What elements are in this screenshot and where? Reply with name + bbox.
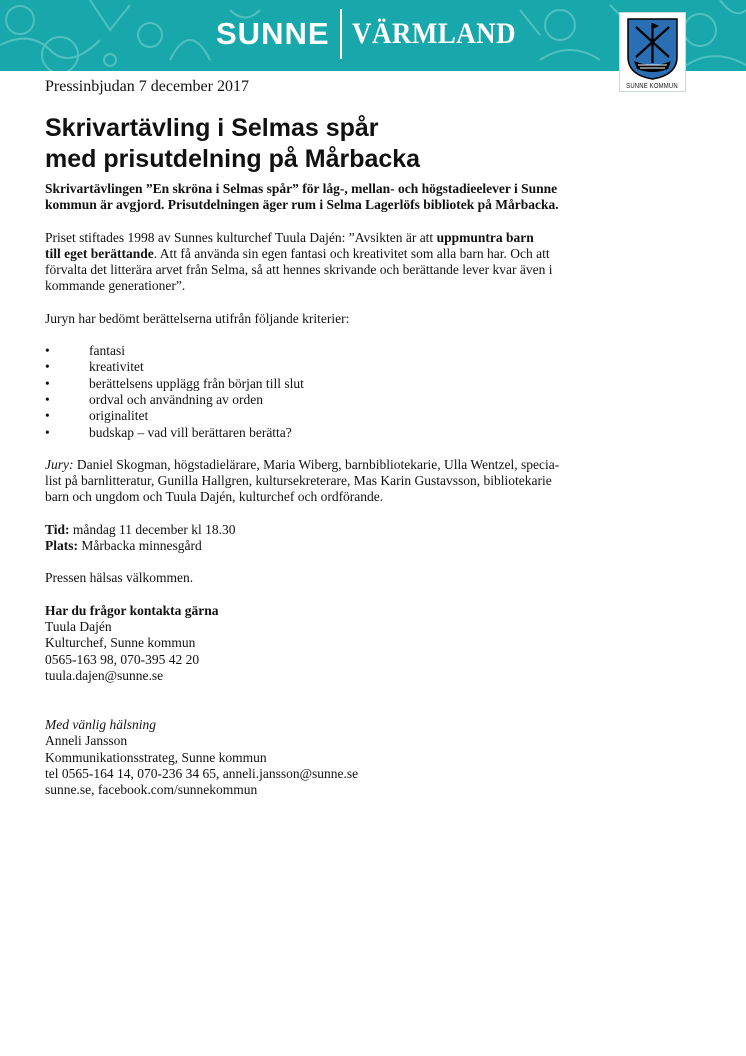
time-value: måndag 11 december kl 18.30: [69, 521, 236, 537]
jury-label: Jury:: [45, 456, 74, 472]
lead-line-2: kommun är avgjord. Prisutdelningen äger rum i Selma Lagerlöfs bibliotek på Mårbacka.: [45, 197, 559, 213]
welcome-text: Pressen hälsas välkommen.: [45, 570, 194, 586]
criterion-text: kreativitet: [89, 359, 144, 375]
contact-email: tuula.dajen@sunne.se: [45, 667, 164, 683]
list-item: [45, 359, 585, 375]
criterion-text: budskap – vad vill berättaren berätta?: [89, 424, 292, 440]
coat-of-arms-icon: [626, 17, 679, 81]
quote-text-b: . Att få använda sin egen fantasi och kreativitet som alla barn har. Och att: [153, 245, 550, 261]
bullet: •: [45, 408, 50, 424]
logo-caption: SUNNE KOMMUN: [626, 83, 678, 90]
criterion-text: fantasi: [89, 343, 125, 359]
sender-contact: tel 0565-164 14, 070-236 34 65, anneli.jansson@sunne.se: [45, 766, 359, 782]
list-item: [45, 376, 585, 392]
list-item: [45, 408, 585, 424]
jury-line-2: list på barnlitteratur, Gunilla Hallgren, kultursekreterare, Mas Karin Gustavsson, bibliotekarie: [45, 473, 552, 489]
brand-separator: [340, 9, 342, 59]
contact-title: Kulturchef, Sunne kommun: [45, 635, 196, 651]
closing-phrase: Med vänlig hälsning: [45, 717, 156, 733]
jury-line-3: barn och ungdom och Tuula Dajén, kulturchef och ordförande.: [45, 489, 384, 505]
quote-text-c: förvalta det litterära arvet från Selma, så att hennes skrivande och berättande lever kvar även i: [45, 262, 553, 278]
lead-paragraph: [45, 181, 585, 214]
page-title: [45, 113, 420, 175]
contact-heading: Har du frågor kontakta gärna: [45, 602, 219, 618]
quote-paragraph: [45, 230, 585, 295]
place-label: Plats:: [45, 538, 78, 554]
brand-sunne: SUNNE: [216, 16, 330, 51]
title-line-2: med prisutdelning på Mårbacka: [45, 145, 421, 173]
bullet: •: [45, 375, 50, 391]
criterion-text: ordval och användning av orden: [89, 391, 263, 407]
title-line-1: Skrivartävling i Selmas spår: [45, 114, 379, 142]
brand-wordmark: [216, 8, 534, 60]
document-body: [45, 181, 585, 799]
criterion-text: berättelsens upplägg från början till slut: [89, 375, 304, 391]
jury-paragraph: [45, 457, 585, 506]
criteria-intro: Juryn har bedömt berättelserna utifrån följande kriterier:: [45, 310, 350, 326]
criteria-list: [45, 343, 585, 441]
sender-web: sunne.se, facebook.com/sunnekommun: [45, 782, 258, 798]
bullet: •: [45, 424, 50, 440]
quote-text-d: kommande generationer”.: [45, 278, 186, 294]
contact-block: [45, 603, 585, 684]
sender-title: Kommunikationsstrateg, Sunne kommun: [45, 749, 267, 765]
bullet: •: [45, 391, 50, 407]
signature-block: [45, 717, 585, 798]
brand-varmland: VÄRMLAND: [351, 17, 516, 50]
event-details: [45, 522, 585, 555]
quote-bold-2: till eget berättande: [45, 245, 154, 261]
criterion-text: originalitet: [89, 408, 149, 424]
jury-line-1: Daniel Skogman, högstadielärare, Maria Wiberg, barnbibliotekarie, Ulla Wentzel, specia-: [73, 456, 560, 472]
sender-name: Anneli Jansson: [45, 733, 128, 749]
list-item: [45, 425, 585, 441]
time-label: Tid:: [45, 521, 70, 537]
quote-text-a: Priset stiftades 1998 av Sunnes kulturchef Tuula Dajén: ”Avsikten är att: [45, 229, 437, 245]
lead-line-1: Skrivartävlingen ”En skröna i Selmas spår” för låg-, mellan- och högstadieelever i Sunne: [45, 181, 558, 196]
place-value: Mårbacka minnesgård: [78, 538, 202, 554]
bullet: •: [45, 343, 50, 359]
contact-name: Tuula Dajén: [45, 618, 112, 634]
list-item: [45, 392, 585, 408]
dateline: Pressinbjudan 7 december 2017: [45, 78, 249, 95]
contact-phone: 0565-163 98, 070-395 42 20: [45, 651, 200, 667]
municipality-logo: [619, 12, 686, 92]
bullet: •: [45, 359, 50, 375]
list-item: [45, 343, 585, 359]
quote-bold-1: uppmuntra barn: [436, 229, 534, 245]
